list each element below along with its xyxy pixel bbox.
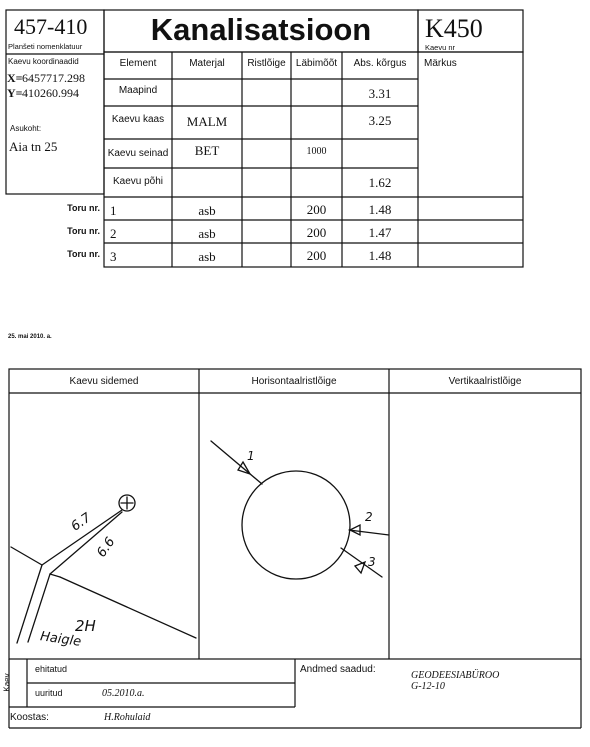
data-code: G-12-10 [411,681,445,692]
sketch-column-title: Horisontaalristlõige [251,376,337,387]
row-element-label: Maapind [118,85,158,96]
well-number-value: K450 [425,14,483,43]
pipe-row-label: Toru nr. [67,203,100,213]
well-number-label: Kaevu nr [425,43,456,52]
distance-label: 6.7 [68,510,95,535]
pipe-label: 3 [368,555,376,569]
pipe-material: asb [198,203,216,218]
pipe-number: 1 [110,203,117,218]
column-header-elevation: Abs. kõrgus [353,58,407,69]
pipe-elevation: 1.48 [368,202,392,217]
well-vertical-label: Kaev [2,673,12,692]
house-number: 2H [75,617,96,635]
row-element-label: Kaevu põhi [112,176,164,187]
page-title: Kanalisatsioon [150,12,372,47]
pipe-diameter: 200 [306,248,327,263]
surveyed-value: 05.2010.a. [102,688,145,699]
sketch-column-title: Kaevu sidemed [69,376,139,387]
pipe-number: 3 [110,249,117,264]
row-diameter-value: 1000 [306,146,327,157]
pipe-diameter: 200 [306,202,327,217]
column-header-diameter: Läbimõõt [295,58,338,69]
pipe-diameter: 200 [306,225,327,240]
pipe-elevation: 1.48 [368,248,392,263]
column-header-material: Materjal [189,58,225,69]
address-label: Asukoht: [10,124,42,133]
surveyed-label: uuritud [35,688,63,698]
pipe-material: asb [198,226,216,241]
row-element-label: Kaevu kaas [111,114,165,125]
column-header-cross-section: Ristlõige [247,58,286,69]
street-name: Haigle [39,629,83,650]
column-header-element: Element [119,58,157,69]
x-coordinate-label: X= [7,71,23,85]
nomenclature-value: 457-410 [14,14,88,39]
y-coordinate-label: Y= [7,86,23,100]
row-element-label: Kaevu seinad [107,148,169,159]
row-elevation-value: 3.25 [368,113,392,128]
nomenclature-label: Planšeti nomenklatuur [8,42,83,51]
pipe-material: asb [198,249,216,264]
data-source: GEODEESIABÜROO [411,670,500,681]
column-header-remarks: Märkus [424,58,457,69]
y-coordinate-value: 410260.994 [22,86,79,100]
built-label: ehitatud [35,664,68,674]
row-material-value: BET [194,143,220,158]
pipe-row-label: Toru nr. [67,249,100,259]
x-coordinate-value: 6457717.298 [22,71,85,85]
author-label: Koostas: [10,712,49,723]
distance-label: 6.6 [94,534,119,561]
pipe-number: 2 [110,226,117,241]
data-received-label: Andmed saadud: [300,664,376,675]
sketch-column-title: Vertikaalristlõige [448,376,522,387]
row-elevation-value: 1.62 [368,175,392,190]
pipe-elevation: 1.47 [368,225,392,240]
address-value: Aia tn 25 [9,139,58,154]
pipe-label: 1 [247,449,255,463]
coordinates-label: Kaevu koordinaadid [8,57,79,66]
pipe-label: 2 [365,510,373,524]
pipe-row-label: Toru nr. [67,226,100,236]
row-material-value: MALM [186,114,228,129]
author-value: H.Rohulaid [104,712,151,723]
row-elevation-value: 3.31 [368,86,392,101]
date-line: 25. mai 2010. a. [8,334,52,340]
